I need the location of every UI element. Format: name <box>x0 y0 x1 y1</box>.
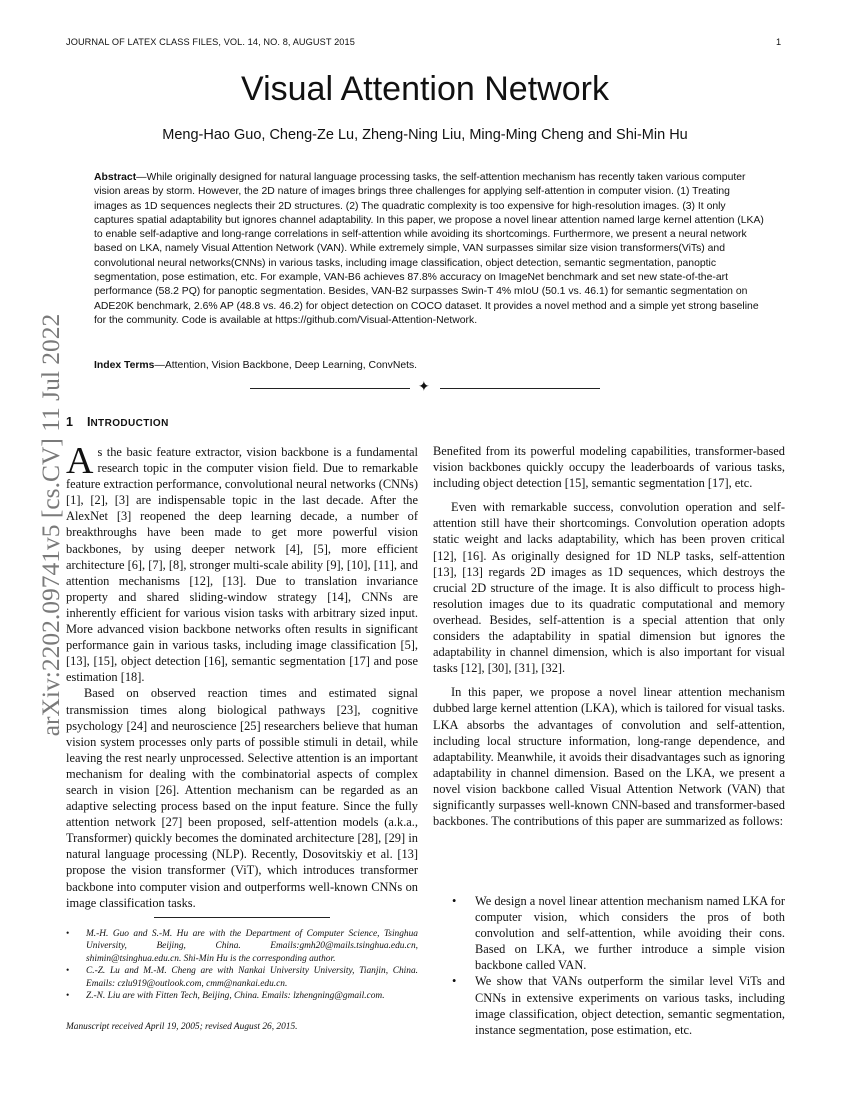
paragraph-text: s the basic feature extractor, vision backbone is a fundamental research topic in the computer vision field. Due to remarkable feature extraction performance, convolutional neural networks (CNNs) [1], [2], [3] are indispensable topic in the last decade. After the AlexNet [3] reopened the deep learning decade, a number of breakthroughs have been made to get more powerful vision backbones, by using deeper network [4], [5], more efficient architecture [6], [7], [8], stronger multi-scale ability [9], [10], [11], and attention mechanisms [12], [13]. Due to translation invariance property and shared sliding-window strategy [14], CNNs are inherently efficient for various vision tasks with arbitrary sized input. More advanced vision backbone networks often results in significant performance gain in various tasks, including image classification [5], [13], [15], object detection [16], semantic segmentation [17] and pose estimation [18]. <box>66 445 418 685</box>
section-heading <box>66 415 169 429</box>
paper-title: Visual Attention Network <box>241 70 609 108</box>
paragraph: Even with remarkable success, convolution operation and self-attention still have their shortcomings. Convolution operation adopts static weight and lacks adaptability, which has been proven critical [12], [16]. As originally designed for 1D NLP tasks, self-attention [13], [13] regards 2D images as 1D sequences, which destroys the crucial 2D structure of the image. It is also difficult to process high-resolution images due to its quadratic computational and memory overhead. Besides, self-attention is a special attention that only considers the adaptability in spatial dimension but ignores the adaptability in channel dimension, which is also important for visual tasks [12], [30], [31], [32]. <box>433 500 785 676</box>
index-terms <box>94 360 764 371</box>
section-title-initial: I <box>86 415 91 429</box>
footnote: • C.-Z. Lu and M.-M. Cheng are with Nankai University University, Tianjin, China. Emails: czlu919@outlook.com, cmm@nankai.edu.cn. <box>66 965 418 990</box>
section-divider <box>250 381 600 395</box>
paragraph <box>66 440 418 685</box>
arxiv-stamp-text: arXiv:2202.09741v5 [cs.CV] 11 Jul 2022 <box>36 313 65 737</box>
contribution-list <box>433 893 785 1038</box>
divider-line-left <box>250 388 410 389</box>
section-number: 1 <box>66 415 73 429</box>
list-item: • We design a novel linear attention mechanism named LKA for computer vision, which considers the pros of both convolution and self-attention, while avoiding their cons. Based on LKA, we further introduce a simple vision backbone called VAN. <box>433 893 785 973</box>
paragraph: Based on observed reaction times and estimated signal transmission times along biological pathways [23], cognitive psychology [24] and neuroscience [25] researchers believe that human vision system processes only parts of possible stimuli in detail, while leaving the rest nearly unprocessed. Selective attention is an important mechanism for dealing with the combinatorial aspects of complex search in vision [26]. Attention mechanism can be regarded as an adaptive selecting process based on the input feature. Since the fully attention network [27] been proposed, self-attention models (a.k.a., Transformer) quickly becomes the dominated architecture [28], [29] in natural language processing (NLP). Recently, Dosovitskiy et al. [13] propose the vision transformer (ViT), which introduces transformer backbone into computer vision and outperforms well-known CNNs on image classification tasks. <box>66 686 418 910</box>
page-number: 1 <box>776 37 782 47</box>
footnote: • M.-H. Guo and S.-M. Hu are with the Department of Computer Science, Tsinghua University, Beijing, China. Emails:gmh20@mails.tsinghua.edu.cn, shimin@tsinghua.edu.cn. Shi-Min Hu is the corresponding author. <box>66 928 418 965</box>
paragraph: In this paper, we propose a novel linear attention mechanism dubbed large kernel attention (LKA), which is tailored for visual tasks. LKA absorbs the advantages of convolution and self-attention, including local structure information, long-range dependence, and adaptability. Meanwhile, it avoids their disadvantages such as ignoring adaptability in channel dimension. Based on the LKA, we present a novel vision backbone called Visual Attention Network (VAN) that significantly surpasses well-known CNN-based and transformer-based backbones. The contributions of this paper are summarized as follows: <box>433 685 785 829</box>
paragraph: Benefited from its powerful modeling capabilities, transformer-based vision backbones quickly occupy the leaderboards of various tasks, including object detection [15], semantic segmentation [17], etc. <box>433 444 785 491</box>
footnote: • Z.-N. Liu are with Fitten Tech, Beijing, China. Emails: lzhengning@gmail.com. <box>66 990 418 1002</box>
section-title-rest: NTRODUCTION <box>90 418 169 429</box>
index-terms-label: Index Terms <box>94 360 155 371</box>
arxiv-stamp <box>36 305 66 745</box>
right-column <box>433 443 785 829</box>
footnote-rule <box>154 917 330 918</box>
left-column <box>66 440 418 911</box>
abstract <box>94 171 764 328</box>
diamond-star-icon: ✦ <box>418 379 430 395</box>
index-terms-text: —Attention, Vision Backbone, Deep Learning, ConvNets. <box>154 360 418 371</box>
author-list: Meng-Hao Guo, Cheng-Ze Lu, Zheng-Ning Liu, Ming-Ming Cheng and Shi-Min Hu <box>162 127 688 143</box>
abstract-label: Abstract <box>94 172 137 183</box>
abstract-text: —While originally designed for natural language processing tasks, the self-attention mechanism has recently taken various computer vision areas by storm. However, the 2D nature of images brings three challenges for applying self-attention in computer vision. (1) Treating images as 1D sequences neglects their 2D structures. (2) The quadratic complexity is too expensive for high-resolution images. (3) It only captures spatial adaptability but ignores channel adaptability. In this paper, we propose a novel linear attention named large kernel attention (LKA) to enable self-adaptive and long-range correlations in self-attention while avoiding its shortcomings. Furthermore, we present a neural network based on LKA, namely Visual Attention Network (VAN). While extremely simple, VAN surpasses similar size vision transformers(ViTs) and convolutional neural networks(CNNs) in various tasks, including image classification, object detection, semantic segmentation, panoptic segmentation, pose estimation, etc. For example, VAN-B6 achieves 87.8% accuracy on ImageNet benchmark and set new state-of-the-art performance (58.2 PQ) for panoptic segmentation. Besides, VAN-B2 surpasses Swin-T 4% mIoU (50.1 vs. 46.1) for semantic segmentation on ADE20K benchmark, 2.6% AP (48.8 vs. 46.2) for object detection on COCO dataset. It provides a novel method and a simple yet strong baseline for the community. Code is available at https://github.com/Visual-Attention-Network. <box>94 172 764 326</box>
drop-cap: A <box>66 440 94 482</box>
manuscript-note: Manuscript received April 19, 2005; revised August 26, 2015. <box>66 1022 298 1032</box>
divider-line-right <box>440 388 600 389</box>
footnotes <box>66 928 418 1002</box>
journal-header: JOURNAL OF LATEX CLASS FILES, VOL. 14, NO. 8, AUGUST 2015 <box>66 37 355 47</box>
list-item: • We show that VANs outperform the similar level ViTs and CNNs in extensive experiments on various tasks, including image classification, object detection, semantic segmentation, instance segmentation, pose estimation, etc. <box>433 973 785 1037</box>
